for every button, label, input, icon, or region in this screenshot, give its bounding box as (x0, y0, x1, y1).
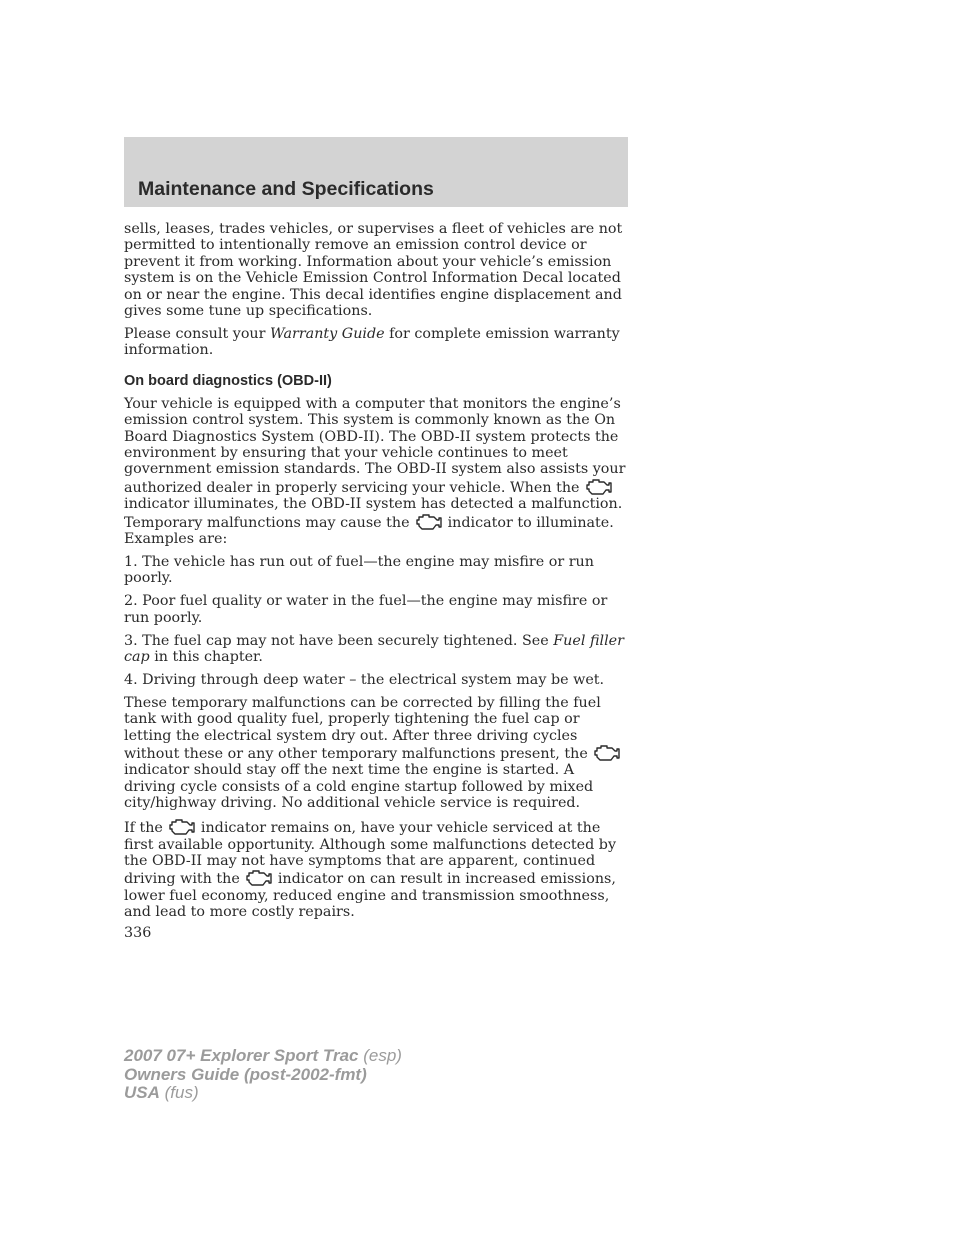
check-engine-icon (414, 513, 444, 531)
list-item-3: 3. The fuel cap may not have been securely tightened. See Fuel filler cap in this chapter. (124, 632, 624, 665)
check-engine-icon (167, 818, 197, 836)
check-engine-icon (584, 478, 614, 496)
page-content (124, 221, 630, 927)
footer-line-1: 2007 07+ Explorer Sport Trac (esp) (124, 1046, 402, 1065)
paragraph-emission-decal: sells, leases, trades vehicles, or supervises a fleet of vehicles are not permitted to intentionally remove an emission control device or prevent it from working. Information about your vehicle’s emission system is on the Vehicle Emission Control Information Decal located on or near the engine. This decal identifies engine displacement and gives some tune up specifications. (124, 221, 623, 320)
fuel-filler-cap-reference: Fuel filler cap (124, 632, 624, 665)
list-item-1: 1. The vehicle has run out of fuel—the engine may misfire or run poorly. (124, 553, 594, 587)
paragraph-indicator-remains-on: If the indicator remains on, have your vehicle serviced at the first available opportunity. Although some malfunctions detected by the OBD-II may not have symptoms that are apparent, continued driving with the indicator on can result in increased emissions, lower fuel economy, reduced engine and transmission smoothness, and lead to more costly repairs. (124, 820, 617, 921)
section-header (124, 137, 628, 207)
list-item-4: 4. Driving through deep water – the electrical system may be wet. (124, 671, 605, 688)
check-engine-icon (592, 744, 622, 762)
list-item-2: 2. Poor fuel quality or water in the fuel—the engine may misfire or run poorly. (124, 593, 608, 626)
paragraph-obd-intro: Your vehicle is equipped with a computer that monitors the engine’s emission control system. This system is commonly known as the On Board Diagnostics System (OBD-II). The OBD-II system protects the environment by ensuring that your vehicle continues to meet government emission standards. The OBD-II system also assists your authorized dealer in properly servicing your vehicle. When theindicator illuminates, the OBD-II system has detected a malfunction. Temporary malfunctions may cause the indicator to illuminate. Examples are: (124, 395, 626, 547)
footer-line-2: Owners Guide (post-2002-fmt) (124, 1064, 367, 1084)
warranty-guide-reference: Warranty Guide (270, 325, 385, 342)
page-number: 336 (124, 925, 152, 941)
paragraph-warranty: Please consult your Warranty Guide for complete emission warranty information. (124, 325, 620, 359)
check-engine-icon (244, 869, 274, 887)
document-footer (124, 1047, 402, 1103)
section-title: Maintenance and Specifications (138, 178, 434, 200)
paragraph-temporary-malfunctions: These temporary malfunctions can be corrected by filling the fuel tank with good quality fuel, properly tightening the fuel cap or letting the electrical system dry out. After three driving cycles without these or any other temporary malfunctions present, theindicator should stay off the next time the engine is started. A driving cycle consists of a cold engine startup followed by mixed city/highway driving. No additional vehicle service is required. (124, 695, 630, 812)
obd-heading: On board diagnostics (OBD-II) (124, 372, 332, 389)
footer-line-3: USA (fus) (124, 1083, 199, 1102)
